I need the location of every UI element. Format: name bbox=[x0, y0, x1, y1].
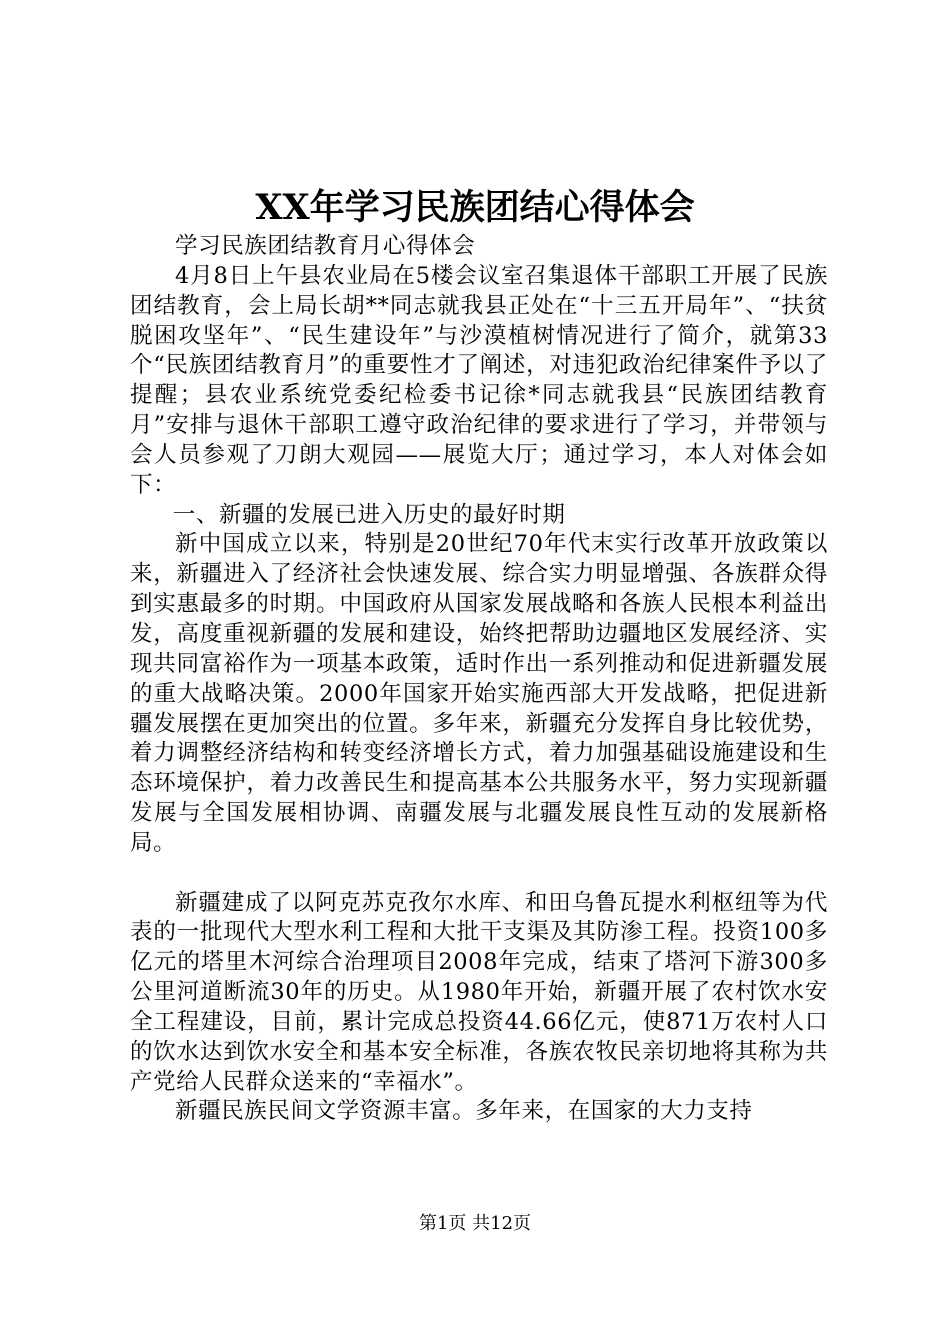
document-title: XX年学习民族团结心得体会 bbox=[255, 187, 695, 228]
page-footer: 第1页 共12页 bbox=[418, 1213, 532, 1234]
paragraph: 新疆建成了以阿克苏克孜尔水库、和田乌鲁瓦提水利枢纽等为代表的一批现代大型水利工程和大批干支渠及其防渗工程。投资100多亿元的塔里木河综合治理项目2008年完成，结束了塔河下游300多公里河道断流30年的历史。从1980年开始，新疆开展了农村饮水安全工程建设，目前，累计完成总投资44.66亿元，使871万农村人口的饮水达到饮水安全和基本安全标准，各族农牧民亲切地将其称为共产党给人民群众送来的“幸福水”。 bbox=[130, 889, 828, 1095]
paragraph: 新中国成立以来，特别是20世纪70年代末实行改革开放政策以来，新疆进入了经济社会快速发展、综合实力明显增强、各族群众得到实惠最多的时期。中国政府从国家发展战略和各族人民根本利益出发，高度重视新疆的发展和建设，始终把帮助边疆地区发展经济、实现共同富裕作为一项基本政策，适时作出一系列推动和促进新疆发展的重大战略决策。2000年国家开始实施西部大开发战略，把促进新疆发展摆在更加突出的位置。多年来，新疆充分发挥自身比较优势，着力调整经济结构和转变经济增长方式，着力加强基础设施建设和生态环境保护，着力改善民生和提高基本公共服务水平，努力实现新疆发展与全国发展相协调、南疆发展与北疆发展良性互动的发展新格局。 bbox=[130, 531, 828, 856]
section-heading: 一、新疆的发展已进入历史的最好时期 bbox=[172, 501, 566, 528]
paragraph: 4月8日上午县农业局在5楼会议室召集退体干部职工开展了民族团结教育，会上局长胡**同志就我县正处在“十三五开局年”、“扶贫脱困攻坚年”、“民生建设年”与沙漠植树情况进行了简介，就第33个“民族团结教育月”的重要性才了阐述，对违犯政治纪律案件予以了提醒；县农业系统党委纪检委书记徐*同志就我县“民族团结教育月”安排与退休干部职工遵守政治纪律的要求进行了学习，并带领与会人员参观了刀朗大观园——展览大厅；通过学习，本人对体会如下： bbox=[130, 262, 828, 498]
paragraph-spacer bbox=[130, 859, 828, 889]
document-subtitle: 学习民族团结教育月心得体会 bbox=[175, 233, 476, 259]
paragraph: 新疆民族民间文学资源丰富。多年来，在国家的大力支持 bbox=[175, 1098, 753, 1125]
document-body bbox=[130, 232, 828, 1127]
